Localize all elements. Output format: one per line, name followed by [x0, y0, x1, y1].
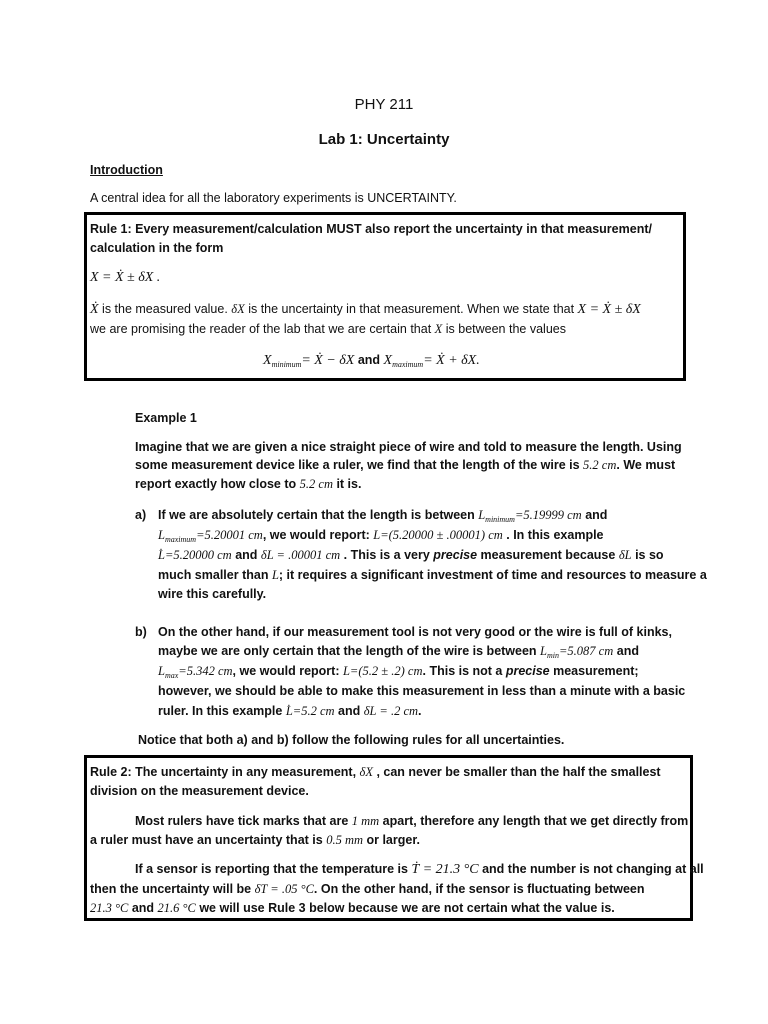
math-l: L [478, 508, 486, 522]
text: a ruler must have an uncertainty that is [90, 833, 327, 847]
math-l: L [158, 528, 165, 542]
text-and: and [354, 353, 384, 367]
math-value: 0.5 mm [326, 833, 363, 847]
sub-maximum: maximum [164, 535, 197, 544]
text: ruler. In this example [158, 704, 286, 718]
math-dx: δX [231, 302, 245, 316]
rule1-box [84, 212, 686, 381]
item-a-line4 [158, 567, 707, 583]
math-value: 5.2 cm [299, 477, 333, 491]
rule2-line1 [90, 764, 661, 780]
text: If we are absolutely certain that the length is between [158, 508, 479, 522]
math-value: L̇=5.20000 cm [158, 548, 232, 562]
math-x-min: X [263, 353, 272, 368]
math-dl: δL [618, 548, 632, 562]
math-l: L [158, 664, 165, 678]
intro-sentence: A central idea for all the laboratory experiments is UNCERTAINTY. [90, 191, 457, 205]
sub-minimum: minimum [485, 515, 515, 524]
math-value: δL = .00001 cm [260, 548, 341, 562]
rule2-box [84, 755, 704, 921]
item-a-line3 [158, 547, 664, 563]
sub-maximum: maximum [392, 360, 424, 369]
rule1-formula: X = Ẋ ± δX . [90, 270, 161, 285]
text-precise: precise [433, 548, 478, 562]
example1-heading: Example 1 [135, 411, 197, 425]
text: and [231, 548, 261, 562]
example1-p1: Imagine that we are given a nice straight piece of wire and told to measure the length. Using [135, 440, 682, 454]
text: , we would report: [262, 528, 374, 542]
math-value: δT = .05 °C [254, 882, 314, 896]
sub-max: max [164, 671, 179, 680]
item-b-line1: On the other hand, if our measurement tool is not very good or the wire is full of kinks, [158, 625, 672, 639]
rule2-line2: division on the measurement device. [90, 784, 309, 798]
page-title: Lab 1: Uncertainty [318, 131, 450, 148]
intro-heading: Introduction [90, 163, 163, 177]
text: apart, therefore any length that we get directly from [379, 814, 689, 828]
text: and [128, 901, 158, 915]
item-b-line2 [158, 643, 639, 664]
item-a-line5: wire this carefully. [158, 587, 267, 601]
math-value: L̇=5.2 cm [285, 704, 335, 718]
text: and [613, 644, 639, 658]
text: , can never be smaller than the half the smallest [372, 765, 661, 779]
text: ; it requires a significant investment of time and resources to measure a [278, 568, 707, 582]
text: then the uncertainty will be [90, 882, 255, 896]
math-value: δL = .2 cm [363, 704, 419, 718]
text: and [581, 508, 608, 522]
text: and [334, 704, 364, 718]
sub-minimum: minimum [271, 360, 302, 369]
math-report: L=(5.2 ± .2) cm [342, 664, 423, 678]
text: . We must [616, 458, 676, 472]
math-value: 5.2 cm [583, 458, 617, 472]
text: is so [631, 548, 664, 562]
rule2-q2 [90, 881, 645, 897]
text: much smaller than [158, 568, 272, 582]
text: . On the other hand, if the sensor is fluctuating between [313, 882, 645, 896]
rule1-line2: calculation in the form [90, 241, 224, 255]
math-x-measured: Ẋ [90, 302, 99, 317]
math-value: 21.6 °C [157, 901, 196, 915]
math-min-rhs: = Ẋ − δX [301, 353, 355, 368]
item-b-line4: however, we should be able to make this measurement in less than a minute with a basic [158, 684, 686, 698]
rule1-line1: Rule 1: Every measurement/calculation MUST also report the uncertainty in that measurement/ [90, 222, 652, 236]
text-precise: precise [505, 664, 550, 678]
math-report: L=(5.20000 ± .00001) cm [373, 528, 503, 542]
item-a-line1 [158, 507, 607, 528]
text: and the number is not changing at all [478, 862, 704, 876]
math-value: Ṫ = 21.3 °C [411, 862, 479, 877]
text: report exactly how close to [135, 477, 300, 491]
rule2-q3 [90, 900, 615, 916]
math-value: =5.087 cm [559, 644, 614, 658]
rule2-p1 [135, 813, 688, 829]
rule2-p2 [90, 832, 420, 848]
text: or larger. [363, 833, 420, 847]
text: is the uncertainty in that measurement. When we state that [244, 302, 578, 316]
text: measurement because [477, 548, 619, 562]
math-value: =5.19999 cm [514, 508, 582, 522]
text: we will use Rule 3 below because we are not certain what the value is. [195, 901, 615, 915]
text: . [418, 704, 422, 718]
example1-p2 [135, 457, 675, 473]
text: measurement; [549, 664, 639, 678]
math-value: =5.342 cm [178, 664, 233, 678]
rule2-q1 [135, 861, 704, 878]
sub-min: min [547, 651, 559, 660]
item-b-marker: b) [135, 625, 147, 639]
math-dx: δX [359, 765, 373, 779]
text: we are promising the reader of the lab that we are certain that [90, 322, 435, 336]
text: Most rulers have tick marks that are [135, 814, 352, 828]
text: . In this example [502, 528, 604, 542]
example1 [135, 410, 707, 750]
math-x-max: X [383, 353, 393, 368]
math-max-rhs: = Ẋ + δX. [423, 353, 480, 368]
text: is the measured value. [98, 302, 232, 316]
math-value: =5.20001 cm [196, 528, 263, 542]
text: maybe we are only certain that the length of the wire is between [158, 644, 541, 658]
math-l: L [271, 568, 279, 582]
rule1-paragraph-line2 [90, 321, 566, 337]
item-b-line5 [158, 703, 422, 719]
course-code: PHY 211 [354, 96, 414, 113]
item-a-line2 [158, 527, 604, 548]
math-x-eq: X = Ẋ ± δX [577, 302, 641, 317]
example1-p3 [135, 476, 361, 492]
item-a-marker: a) [135, 508, 147, 522]
text: some measurement device like a ruler, we find that the length of the wire is [135, 458, 584, 472]
notice-line: Notice that both a) and b) follow the following rules for all uncertainties. [138, 733, 565, 747]
text: . This is a very [340, 548, 434, 562]
item-b-line3 [158, 663, 639, 684]
math-l: L [540, 644, 547, 658]
math-x: X [434, 322, 443, 336]
rule1-paragraph-line1 [90, 301, 641, 318]
rule1-range [263, 352, 480, 373]
text: is between the values [442, 322, 566, 336]
math-value: 21.3 °C [90, 901, 129, 915]
text: . This is not a [422, 664, 506, 678]
text: , we would report: [232, 664, 343, 678]
math-value: 1 mm [351, 814, 380, 828]
text: it is. [332, 477, 362, 491]
text: If a sensor is reporting that the temperature is [135, 862, 412, 876]
text: Rule 2: The uncertainty in any measurement, [90, 765, 360, 779]
